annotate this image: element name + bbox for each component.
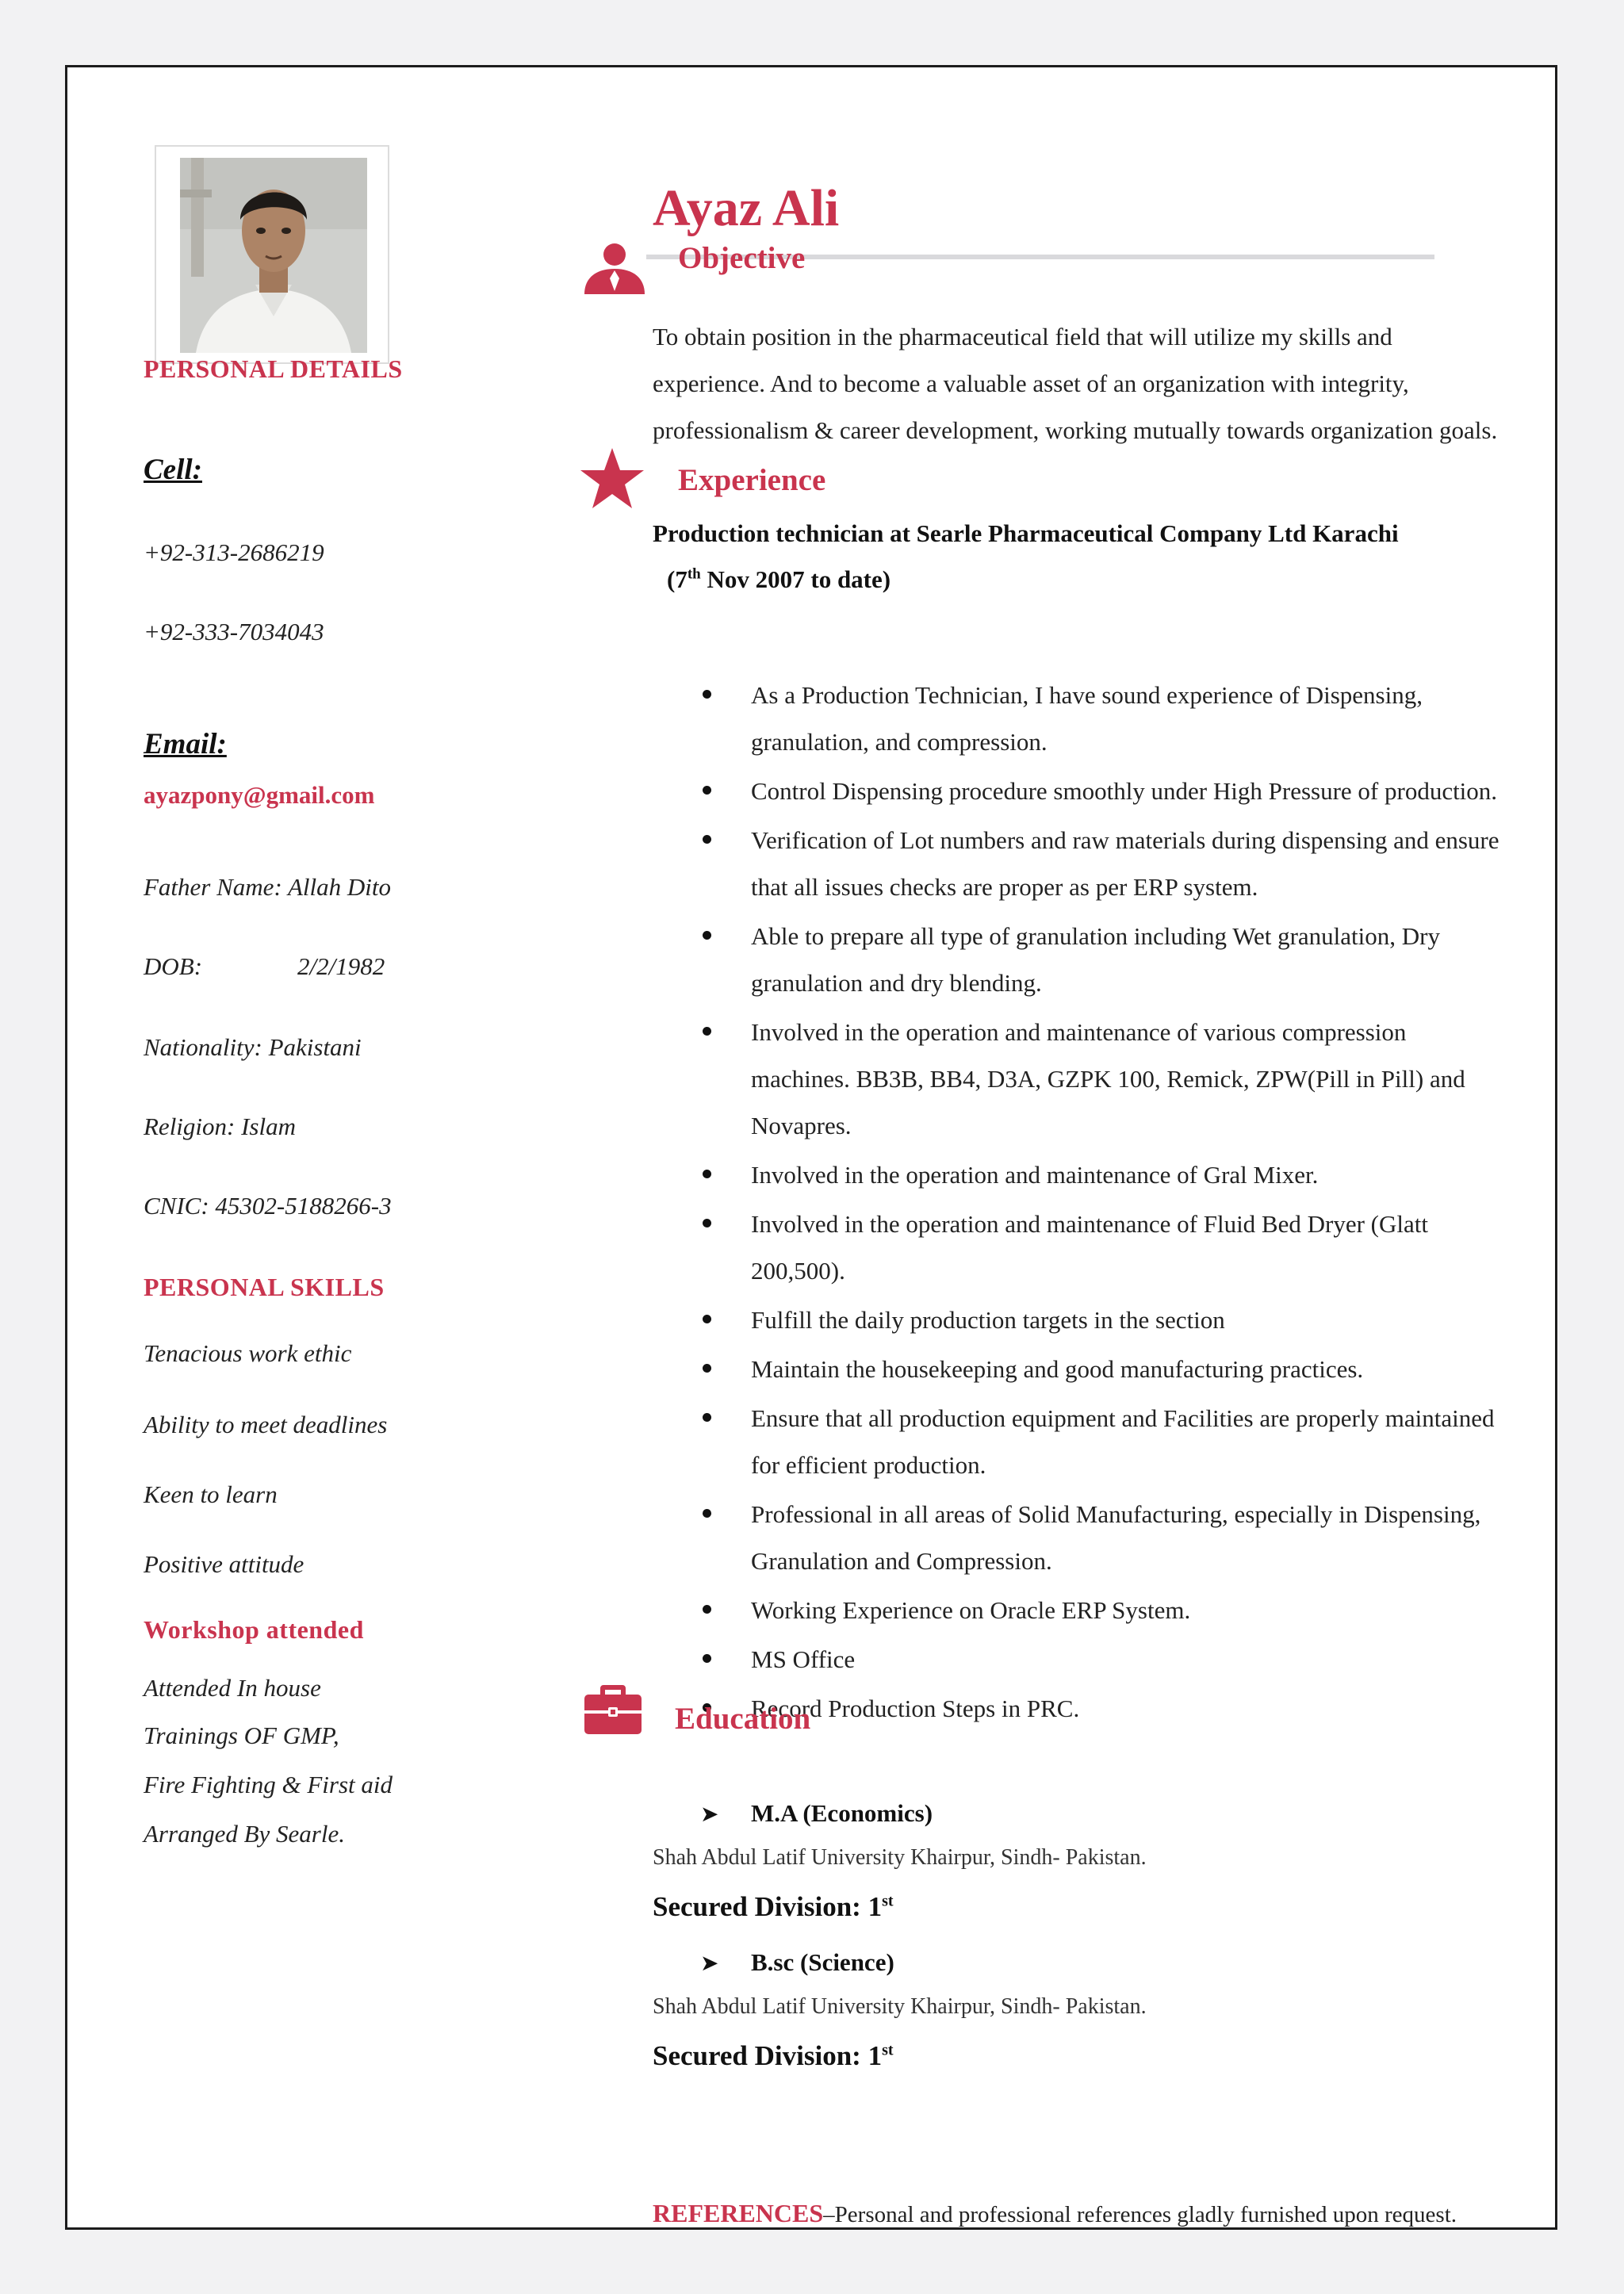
education-degree-1: M.A (Economics) [751,1799,933,1827]
profile-photo-frame [155,145,389,364]
skill-item: Ability to meet deadlines [144,1411,388,1438]
list-item: As a Production Technician, I have sound experience of Dispensing, granulation, and compression. [653,672,1588,765]
education-title: Education [675,1702,811,1736]
bullet-icon [703,931,711,940]
list-item: MS Office [653,1636,1588,1683]
profile-photo-image [180,158,367,353]
star-icon [578,446,646,511]
skill-item: Tenacious work ethic [144,1339,352,1367]
phone-2: +92-333-7034043 [144,618,324,645]
email-address[interactable]: ayazpony@gmail.com [144,781,375,809]
list-item: Involved in the operation and maintenance of various compression machines. BB3B, BB4, D3A, GZPK 100, Remick, ZPW(Pill in Pill) and Novapres. [653,1009,1588,1149]
bullet-icon [703,835,711,844]
list-item: Involved in the operation and maintenance of Gral Mixer. [653,1151,1588,1198]
bullet-icon [703,1219,711,1227]
education-school-1: Shah Abdul Latif University Khairpur, Sindh- Pakistan. [653,1845,1147,1870]
job-period: (7th Nov 2007 to date) [667,565,891,593]
references [653,2199,1457,2228]
experience-title: Experience [678,463,826,497]
personal-skills-heading: PERSONAL SKILLS [144,1273,385,1301]
cnic: CNIC: 45302-5188266-3 [144,1192,392,1220]
list-item: Working Experience on Oracle ERP System. [653,1587,1588,1633]
arrow-bullet-icon: ➤ [700,1802,719,1827]
education-division-1: Secured Division: 1st [653,1891,894,1922]
bullet-icon [703,1413,711,1422]
resume-page [65,65,1557,2230]
bullet-icon [703,786,711,795]
education-school-2: Shah Abdul Latif University Khairpur, Sindh- Pakistan. [653,1994,1147,2019]
bullet-icon [703,1654,711,1663]
bullet-icon [703,1364,711,1373]
skill-item: Keen to learn [144,1480,278,1508]
objective-title: Objective [678,241,806,275]
list-item: Maintain the housekeeping and good manufacturing practices. [653,1346,1588,1392]
bullet-icon [703,1509,711,1518]
workshop-line: Trainings OF GMP, [144,1721,339,1749]
workshop-line: Attended In house [144,1674,321,1702]
father-name: Father Name: Allah Dito [144,873,391,901]
references-heading: REFERENCES [653,2199,824,2227]
arrow-bullet-icon: ➤ [700,1951,719,1976]
objective-text [653,313,1604,454]
briefcase-icon [583,1680,643,1736]
cell-label: Cell: [144,454,202,486]
religion: Religion: Islam [144,1113,296,1140]
list-item: Control Dispensing procedure smoothly under High Pressure of production. [653,768,1588,814]
nationality: Nationality: Pakistani [144,1033,362,1061]
bullet-icon [703,1315,711,1323]
objective-line: professionalism & career development, working mutually towards organization goals. [653,416,1498,444]
dob-value: 2/2/1982 [297,952,385,980]
email-label: Email: [144,728,227,760]
candidate-name: Ayaz Ali [653,179,840,237]
workshop-line: Fire Fighting & First aid [144,1771,393,1798]
person-icon [580,239,649,296]
skill-item: Positive attitude [144,1550,304,1578]
education-degree-2: B.sc (Science) [751,1948,894,1976]
workshop-line: Arranged By Searle. [144,1820,345,1848]
job-title: Production technician at Searle Pharmaceutical Company Ltd Karachi [653,519,1399,547]
list-item: Professional in all areas of Solid Manufacturing, especially in Dispensing, Granulation and Compression. [653,1491,1588,1584]
dob-label: DOB: [144,952,203,980]
list-item: Able to prepare all type of granulation including Wet granulation, Dry granulation and dry blending. [653,913,1588,1006]
workshop-heading: Workshop attended [144,1615,364,1644]
list-item: Verification of Lot numbers and raw materials during dispensing and ensure that all issues checks are proper as per ERP system. [653,817,1588,910]
personal-details-heading: PERSONAL DETAILS [144,354,403,383]
experience-bullets [653,672,1588,1734]
bullet-icon [703,690,711,699]
education-division-2: Secured Division: 1st [653,2040,894,2071]
objective-line: To obtain position in the pharmaceutical field that will utilize my skills and [653,323,1392,350]
list-item: Record Production Steps in PRC. [653,1685,1588,1732]
bullet-icon [703,1027,711,1036]
references-text: –Personal and professional references gladly furnished upon request. [823,2202,1457,2227]
profile-photo [180,158,367,353]
bullet-icon [703,1170,711,1178]
objective-line: experience. And to become a valuable asset of an organization with integrity, [653,370,1409,397]
list-item: Involved in the operation and maintenance of Fluid Bed Dryer (Glatt 200,500). [653,1201,1588,1294]
list-item: Fulfill the daily production targets in the section [653,1296,1588,1343]
dob [144,952,385,981]
list-item: Ensure that all production equipment and Facilities are properly maintained for efficient production. [653,1395,1588,1488]
phone-1: +92-313-2686219 [144,538,324,566]
bullet-icon [703,1605,711,1614]
